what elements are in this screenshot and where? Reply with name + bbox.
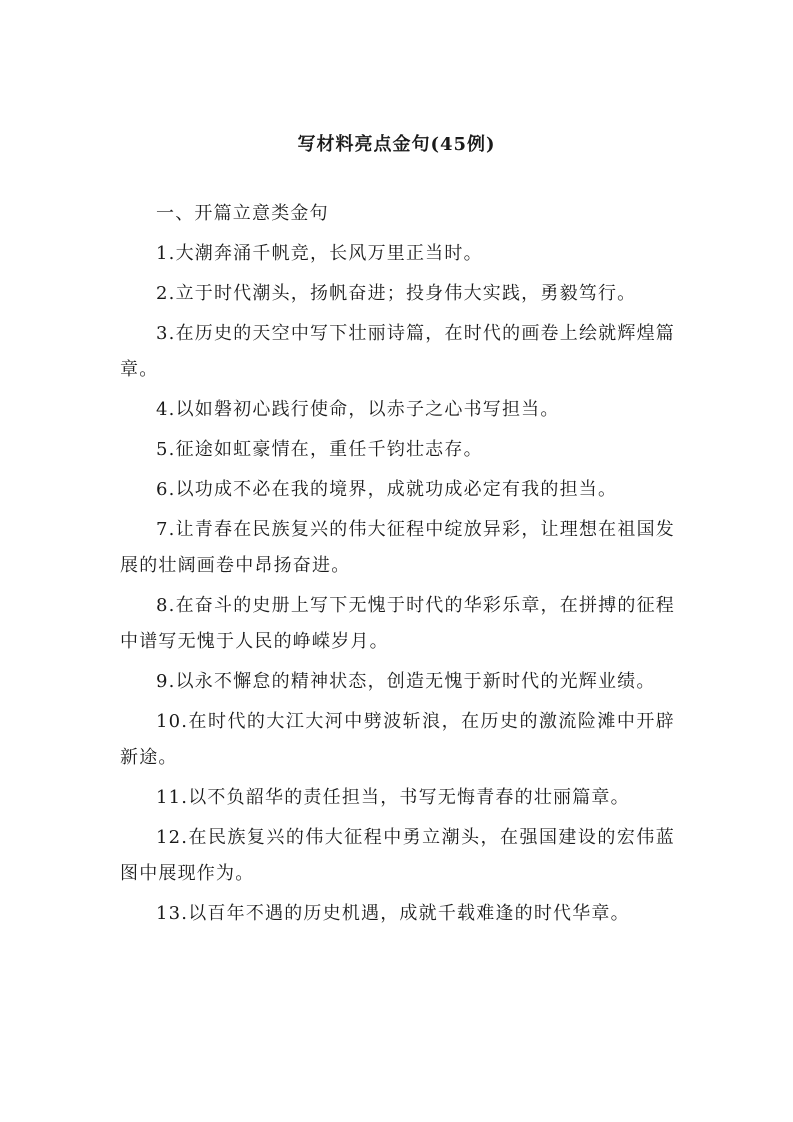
quote-item: 8.在奋斗的史册上写下无愧于时代的华彩乐章，在拼搏的征程中谱写无愧于人民的峥嵘岁月。 bbox=[120, 595, 675, 652]
document-title: 写材料亮点金句(45例) bbox=[297, 134, 496, 155]
quote-item: 11.以不负韶华的责任担当，书写无悔青春的壮丽篇章。 bbox=[156, 787, 630, 808]
quote-item: 1.大潮奔涌千帆竞，长风万里正当时。 bbox=[156, 243, 483, 264]
quote-item: 4.以如磐初心践行使命，以赤子之心书写担当。 bbox=[156, 399, 560, 420]
quote-item: 2.立于时代潮头，扬帆奋进；投身伟大实践，勇毅笃行。 bbox=[156, 283, 637, 304]
quote-item: 3.在历史的天空中写下壮丽诗篇，在时代的画卷上绘就辉煌篇章。 bbox=[120, 323, 675, 380]
quote-item: 6.以功成不必在我的境界，成就功成必定有我的担当。 bbox=[156, 479, 618, 500]
quote-item: 13.以百年不遇的历史机遇，成就千载难逢的时代华章。 bbox=[156, 903, 630, 924]
section-heading: 一、开篇立意类金句 bbox=[156, 203, 329, 224]
document-body bbox=[120, 196, 675, 936]
quote-item: 5.征途如虹豪情在，重任千钧壮志存。 bbox=[156, 439, 483, 460]
quote-item: 9.以永不懈怠的精神状态，创造无愧于新时代的光辉业绩。 bbox=[156, 671, 656, 692]
quote-item: 7.让青春在民族复兴的伟大征程中绽放异彩，让理想在祖国发展的壮阔画卷中昂扬奋进。 bbox=[120, 519, 675, 576]
quote-item: 12.在民族复兴的伟大征程中勇立潮头，在强国建设的宏伟蓝图中展现作为。 bbox=[120, 827, 675, 884]
quote-item: 10.在时代的大江大河中劈波斩浪，在历史的激流险滩中开辟新途。 bbox=[120, 711, 675, 768]
